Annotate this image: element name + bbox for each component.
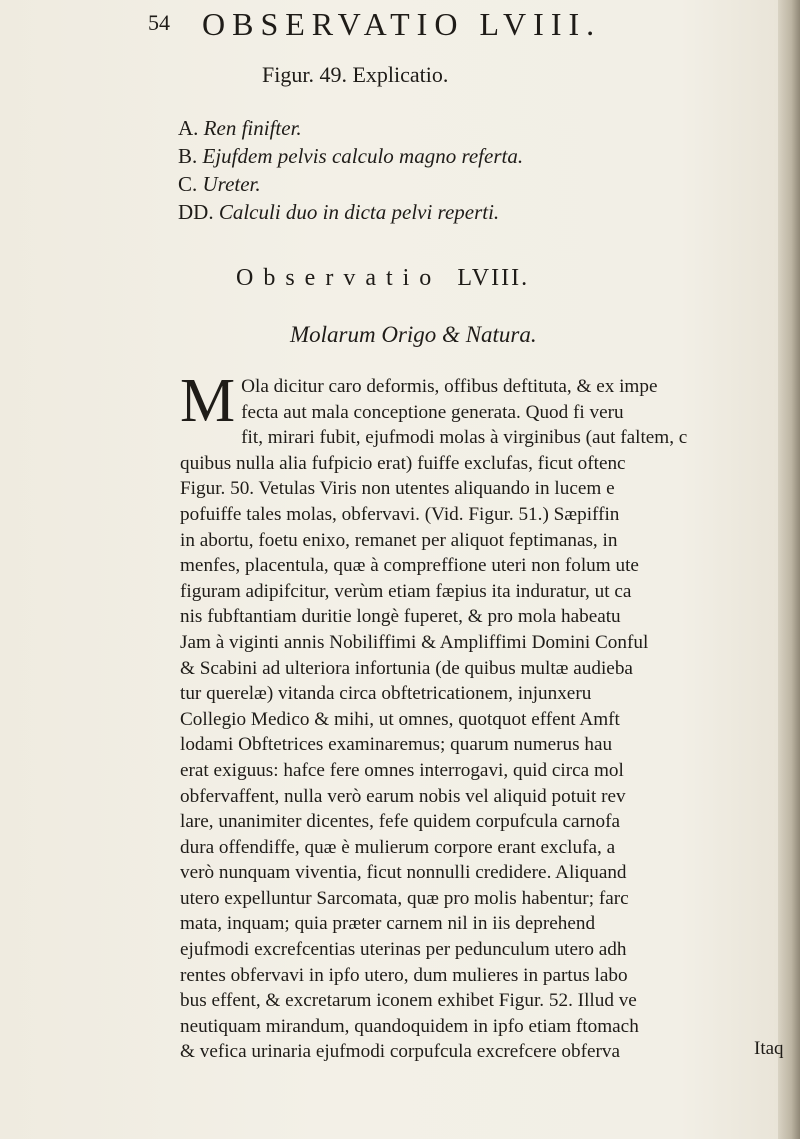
legend-text: Ejufdem pelvis calculo magno referta. [202, 144, 524, 168]
body-line: in abortu, foetu enixo, remanet per aliquot feptimanas, in [180, 529, 618, 551]
page-number: 54 [148, 10, 170, 35]
observation-subtitle: Molarum Origo & Natura. [290, 322, 537, 347]
running-head [148, 6, 768, 42]
legend-letter: B. [178, 144, 198, 168]
legend-text: Ureter. [202, 172, 261, 196]
body-line: lodami Obftetrices examinaremus; quarum numerus hau [180, 734, 613, 756]
figure-caption: Figur. 49. Explicatio. [262, 62, 449, 87]
body-line: obfervaffent, nulla verò earum nobis vel aliquid potuit rev [180, 785, 626, 807]
observation-number: LVIII. [457, 265, 530, 291]
body-line: menfes, placentula, quæ à compreffione uteri non folum ute [180, 555, 639, 577]
body-line: erat exiguus: hafce fere omnes interrogavi, quid circa mol [180, 759, 624, 781]
figure-legend [178, 114, 768, 226]
body-line: mata, inquam; quia præter carnem nil in iis deprehend [180, 913, 596, 935]
observation-word: Observatio [236, 265, 442, 291]
body-line: nis fubftantiam duritie longè fuperet, & pro mola habeatu [180, 606, 621, 628]
body-line: ejufmodi excrefcentias uterinas per pedunculum utero adh [180, 939, 627, 961]
legend-item [178, 142, 768, 170]
body-line: & Scabini ad ulteriora infortunia (de quibus multæ audieba [180, 657, 633, 679]
legend-item [178, 170, 768, 198]
legend-item [178, 114, 768, 142]
legend-text: Ren finifter. [203, 116, 302, 140]
body-line: pofuiffe tales molas, obfervavi. (Vid. Figur. 51.) Sæpiffin [180, 503, 620, 525]
body-line: Jam à viginti annis Nobiliffimi & Ampliffimi Domini Conful [180, 631, 649, 653]
body-line: Collegio Medico & mihi, ut omnes, quotquot effent Amft [180, 708, 620, 730]
observation-heading [236, 265, 529, 292]
legend-item [178, 198, 768, 226]
drop-cap: M [180, 367, 236, 435]
body-line: quibus nulla alia fufpicio erat) fuiffe exclufas, ficut oftenc [180, 452, 626, 474]
body-line: tur querelæ) vitanda circa obftetricationem, injunxeru [180, 683, 592, 705]
body-line: fecta aut mala conceptione generata. Quod fi veru [241, 401, 624, 423]
body-line: rentes obfervavi in ipfo utero, dum mulieres in partus labo [180, 964, 628, 986]
body-line: bus effent, & excretarum iconem exhibet Figur. 52. Illud ve [180, 990, 637, 1012]
body-line: fit, mirari fubit, ejufmodi molas à virginibus (aut faltem, c [241, 427, 688, 449]
legend-letter: C. [178, 172, 198, 196]
body-line: dura offendiffe, quæ è mulierum corpore erant exclufa, a [180, 836, 616, 858]
body-lines [180, 367, 792, 1065]
body-line: & vefica urinaria ejufmodi corpufcula excrefcere obferva [180, 1041, 620, 1063]
legend-text: Calculi duo in dicta pelvi reperti. [218, 200, 500, 224]
legend-letter: A. [178, 116, 199, 140]
body-line: verò nunquam viventia, ficut nonnulli credidere. Aliquand [180, 862, 627, 884]
body-line: Figur. 50. Vetulas Viris non utentes aliquando in lucem e [180, 478, 615, 500]
body-text [180, 367, 792, 1065]
body-line: utero expelluntur Sarcomata, quæ pro molis habentur; farc [180, 887, 629, 909]
body-line: Ola dicitur caro deformis, offibus deftituta, & ex impe [241, 376, 658, 397]
body-line: lare, unanimiter dicentes, fefe quidem corpufcula carnofa [180, 811, 621, 833]
body-line: neutiquam mirandum, quandoquidem in ipfo etiam ftomach [180, 1015, 639, 1037]
body-line: figuram adipifcitur, verùm etiam fæpius ita induratur, ut ca [180, 580, 632, 602]
running-head-title: OBSERVATIO LVIII. [202, 6, 602, 42]
catchword: Itaq [754, 1038, 784, 1059]
legend-letter: DD. [178, 200, 214, 224]
